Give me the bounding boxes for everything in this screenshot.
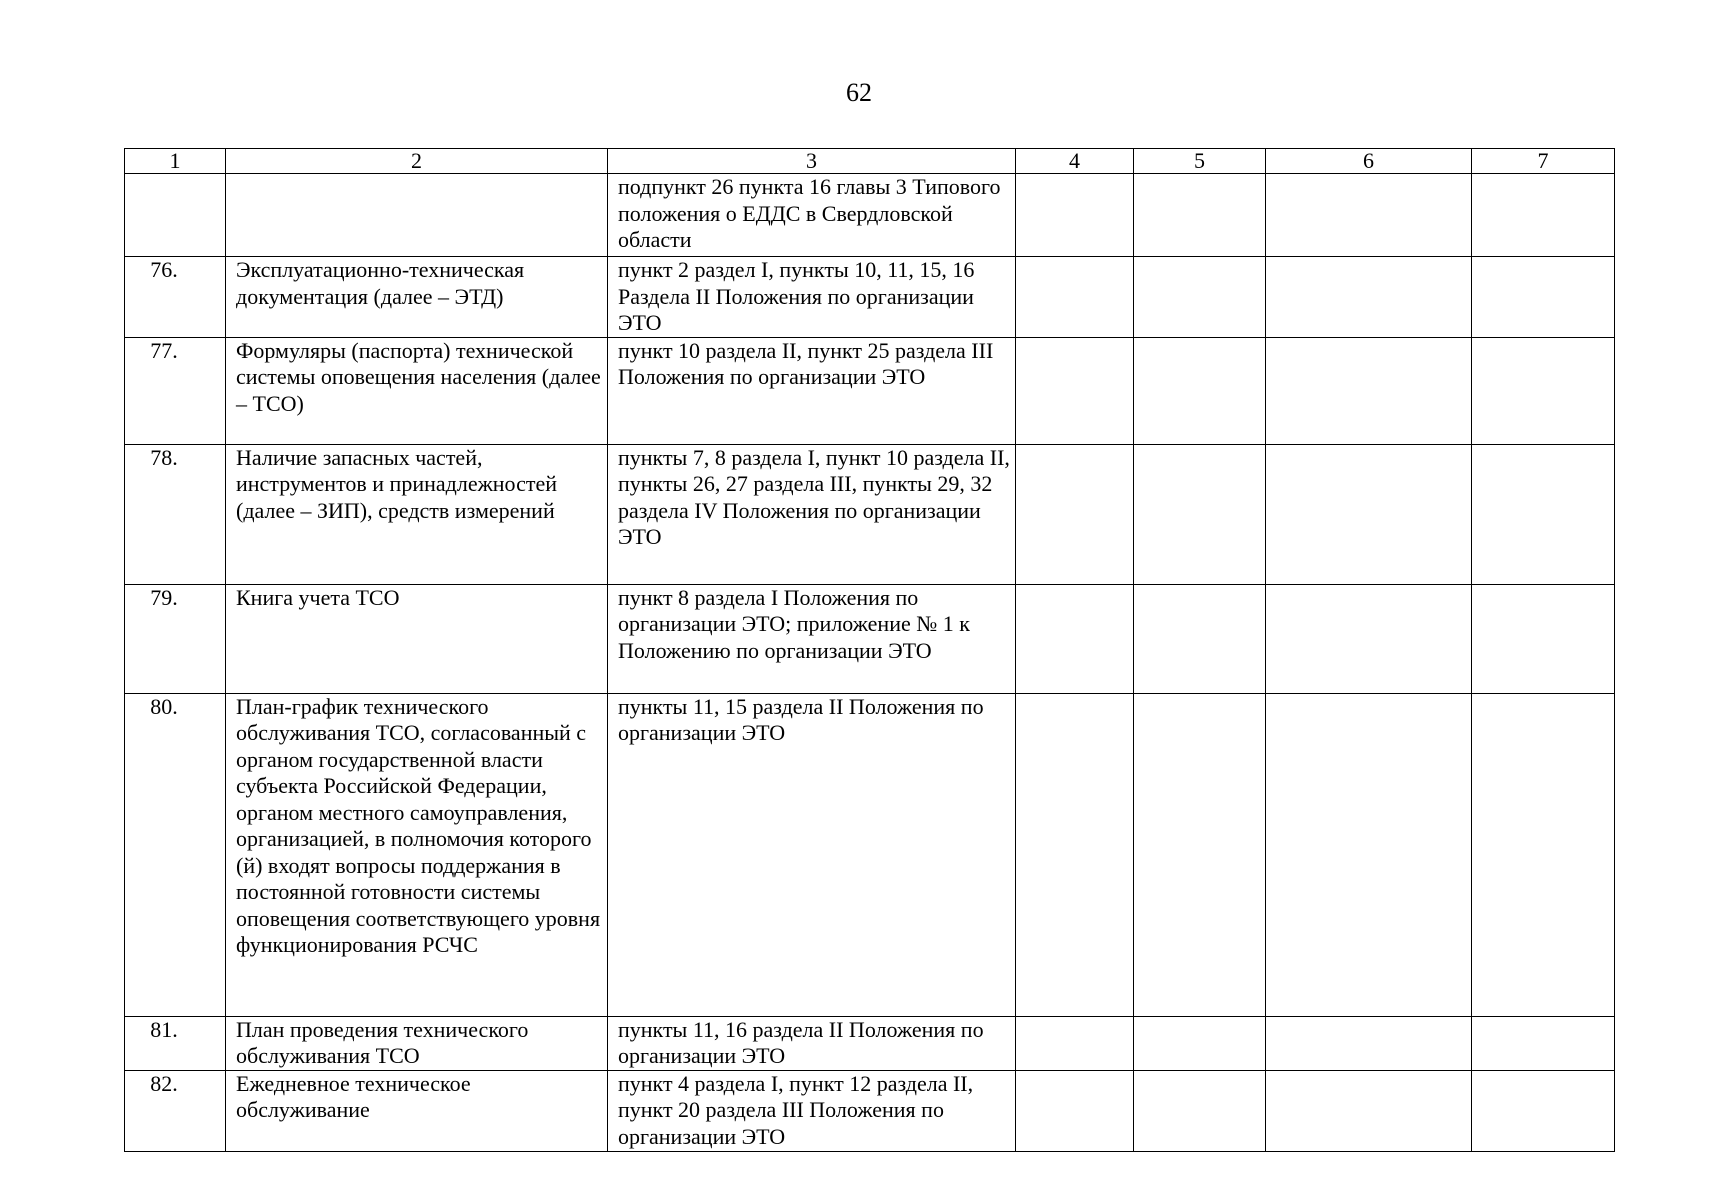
row-reference: пункт 10 раздела II, пункт 25 раздела III Положения по организации ЭТО xyxy=(608,337,1016,444)
row-col-6 xyxy=(1266,1070,1472,1151)
row-col-4 xyxy=(1016,444,1134,584)
row-col-6 xyxy=(1266,257,1472,338)
row-col-4 xyxy=(1016,174,1134,257)
row-col-5 xyxy=(1134,1016,1266,1070)
row-number: 77. xyxy=(125,337,226,444)
table-row xyxy=(125,257,1615,338)
table-row xyxy=(125,174,1615,257)
row-col-7 xyxy=(1472,174,1615,257)
table-row xyxy=(125,337,1615,444)
row-col-5 xyxy=(1134,257,1266,338)
row-name: Ежедневное техническое обслуживание xyxy=(226,1070,608,1151)
row-name: План-график технического обслуживания ТСО, согласованный с органом государственной власти субъекта Российской Федерации, органом местного самоуправления, организацией, в полномочия которого (й) входят вопросы поддержания в постоянной готовности системы оповещения соответствующего уровня функционирования РСЧС xyxy=(226,693,608,1016)
column-header-4: 4 xyxy=(1016,149,1134,174)
column-header-1: 1 xyxy=(125,149,226,174)
row-col-4 xyxy=(1016,337,1134,444)
row-col-6 xyxy=(1266,584,1472,693)
row-col-4 xyxy=(1016,257,1134,338)
row-col-6 xyxy=(1266,1016,1472,1070)
row-name: Наличие запасных частей, инструментов и принадлежностей (далее – ЗИП), средств измерений xyxy=(226,444,608,584)
row-col-4 xyxy=(1016,1016,1134,1070)
table-row xyxy=(125,1016,1615,1070)
column-header-5: 5 xyxy=(1134,149,1266,174)
row-reference: пункт 2 раздел I, пункты 10, 11, 15, 16 Раздела II Положения по организации ЭТО xyxy=(608,257,1016,338)
row-col-5 xyxy=(1134,444,1266,584)
row-name: Эксплуатационно-техническая документация (далее – ЭТД) xyxy=(226,257,608,338)
row-col-7 xyxy=(1472,693,1615,1016)
row-reference: пункты 7, 8 раздела I, пункт 10 раздела II, пункты 26, 27 раздела III, пункты 29, 32 раздела IV Положения по организации ЭТО xyxy=(608,444,1016,584)
table-row xyxy=(125,1070,1615,1151)
row-col-7 xyxy=(1472,444,1615,584)
row-col-4 xyxy=(1016,584,1134,693)
row-number: 81. xyxy=(125,1016,226,1070)
row-col-4 xyxy=(1016,693,1134,1016)
table-header-row xyxy=(125,149,1615,174)
document-table xyxy=(124,148,1615,1152)
row-name: Книга учета ТСО xyxy=(226,584,608,693)
row-col-6 xyxy=(1266,693,1472,1016)
row-col-7 xyxy=(1472,1016,1615,1070)
row-number: 76. xyxy=(125,257,226,338)
row-col-7 xyxy=(1472,584,1615,693)
column-header-3: 3 xyxy=(608,149,1016,174)
row-col-7 xyxy=(1472,337,1615,444)
table-row xyxy=(125,444,1615,584)
column-header-7: 7 xyxy=(1472,149,1615,174)
column-header-6: 6 xyxy=(1266,149,1472,174)
row-reference: пункт 8 раздела I Положения по организации ЭТО; приложение № 1 к Положению по организации ЭТО xyxy=(608,584,1016,693)
column-header-2: 2 xyxy=(226,149,608,174)
table-row xyxy=(125,584,1615,693)
row-col-5 xyxy=(1134,174,1266,257)
row-reference: пункты 11, 15 раздела II Положения по организации ЭТО xyxy=(608,693,1016,1016)
row-number: 80. xyxy=(125,693,226,1016)
row-col-6 xyxy=(1266,174,1472,257)
row-number: 79. xyxy=(125,584,226,693)
row-name: План проведения технического обслуживания ТСО xyxy=(226,1016,608,1070)
row-name: Формуляры (паспорта) технической системы оповещения населения (далее – ТСО) xyxy=(226,337,608,444)
row-reference: подпункт 26 пункта 16 главы 3 Типового положения о ЕДДС в Свердловской области xyxy=(608,174,1016,257)
row-col-4 xyxy=(1016,1070,1134,1151)
row-number xyxy=(125,174,226,257)
row-col-5 xyxy=(1134,584,1266,693)
row-col-6 xyxy=(1266,444,1472,584)
row-number: 82. xyxy=(125,1070,226,1151)
row-col-5 xyxy=(1134,337,1266,444)
row-reference: пункты 11, 16 раздела II Положения по организации ЭТО xyxy=(608,1016,1016,1070)
row-number: 78. xyxy=(125,444,226,584)
table-row xyxy=(125,693,1615,1016)
page-number: 62 xyxy=(846,78,872,107)
row-reference: пункт 4 раздела I, пункт 12 раздела II, пункт 20 раздела III Положения по организации ЭТО xyxy=(608,1070,1016,1151)
row-name xyxy=(226,174,608,257)
row-col-7 xyxy=(1472,257,1615,338)
row-col-6 xyxy=(1266,337,1472,444)
row-col-7 xyxy=(1472,1070,1615,1151)
row-col-5 xyxy=(1134,693,1266,1016)
row-col-5 xyxy=(1134,1070,1266,1151)
